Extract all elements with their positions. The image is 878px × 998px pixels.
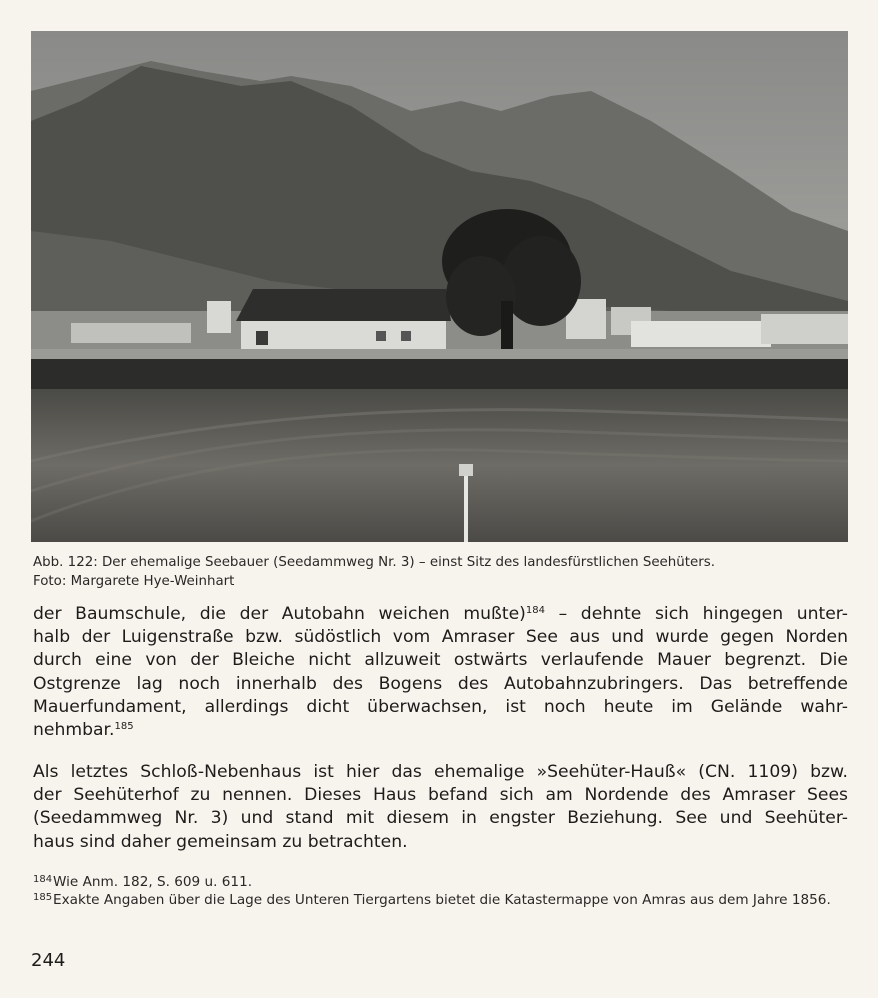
page-number: 244 (31, 950, 66, 971)
footnote-number: 184 (33, 874, 53, 885)
footnote-text: Wie Anm. 182, S. 609 u. 611. (53, 874, 253, 890)
text-line: Mauerfundament, allerdings dicht überwachsen, ist noch heute im Gelände wahr- (33, 696, 848, 717)
text-line: Ostgrenze lag noch innerhalb des Bogens des Autobahnzubringers. Das betreffende (33, 673, 848, 694)
text-line: halb der Luigenstraße bzw. südöstlich vom Amraser See aus und wurde gegen Norden (33, 627, 848, 648)
footnote-text: Exakte Angaben über die Lage des Unteren Tiergartens bietet die Katastermappe von Amras aus dem Jahre 1856. (53, 892, 831, 908)
footnote-ref: 185 (114, 721, 134, 733)
footnote-number: 185 (33, 892, 53, 903)
footnote-ref: 184 (525, 605, 545, 616)
figure-photograph (31, 31, 848, 542)
text-line: Als letztes Schloß-Nebenhaus ist hier das ehemalige »Seehüter-Hauß« (CN. 1109) bzw. (33, 762, 848, 782)
text-line: durch eine von der Bleiche nicht allzuweit ostwärts verlaufende Mauer begrenzt. Die (33, 650, 848, 671)
text-line: (Seedammweg Nr. 3) und stand mit diesem in engster Beziehung. See und Seehüter- (33, 808, 848, 829)
text-line: nehmbar.$^{185}$ (33, 720, 134, 741)
text-line: der Seehüterhof zu nennen. Dieses Haus befand sich am Nordende des Amraser Sees (33, 785, 848, 806)
footnotes (33, 873, 848, 909)
footnote (33, 891, 848, 909)
text-line: haus sind daher gemeinsam zu betrachten. (33, 831, 408, 852)
photo-credit: Foto: Margarete Hye-Weinhart (33, 574, 235, 589)
figure-caption (33, 553, 848, 591)
text-line: der Baumschule, die der Autobahn weichen mußte)$^{184}$ – dehnte sich hingegen unter- (33, 604, 848, 624)
footnote (33, 873, 848, 891)
paragraph-2 (33, 761, 848, 854)
caption-line: Abb. 122: Der ehemalige Seebauer (Seedammweg Nr. 3) – einst Sitz des landesfürstlichen Seehüters. (33, 555, 715, 570)
paragraph-1 (33, 603, 848, 742)
landscape-photo (31, 31, 848, 542)
